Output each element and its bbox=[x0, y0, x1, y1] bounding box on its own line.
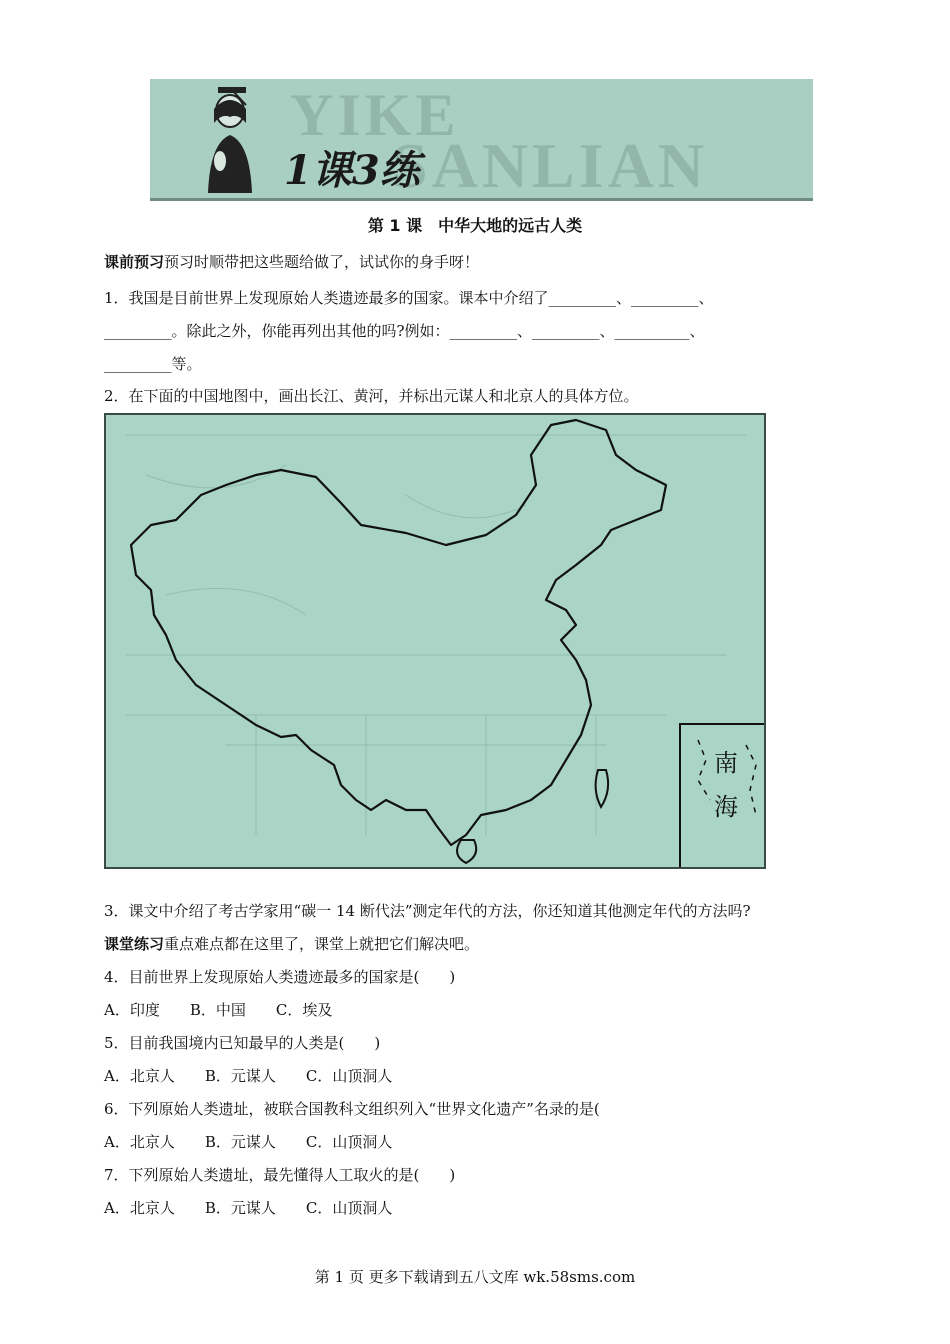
question-4: 4．目前世界上发现原始人类遗迹最多的国家是( ) bbox=[104, 968, 456, 986]
map-inset-label-1: 南 bbox=[714, 749, 738, 777]
question-7-options: A．北京人 B．元谋人 C．山顶洞人 bbox=[104, 1199, 393, 1217]
page-footer: 第 1 页 更多下载请到五八文库 wk.58sms.com bbox=[314, 1268, 636, 1286]
china-outline-map bbox=[104, 413, 766, 869]
practice-intro bbox=[104, 933, 479, 954]
question-2: 2．在下面的中国地图中，画出长江、黄河，并标出元谋人和北京人的具体方位。 bbox=[104, 387, 639, 405]
lesson-title: 第 1 课 中华大地的远古人类 bbox=[367, 216, 583, 235]
question-1-line-3: _________等。 bbox=[104, 355, 202, 373]
map-inset-label-2: 海 bbox=[714, 793, 738, 821]
graduate-figure-icon bbox=[190, 83, 270, 193]
header-banner bbox=[150, 79, 813, 201]
china-map-drawing bbox=[106, 415, 766, 869]
question-3: 3．课文中介绍了考古学家用“碳一 14 断代法”测定年代的方法，你还知道其他测定年代的方法吗? bbox=[104, 902, 751, 920]
preview-intro bbox=[104, 251, 479, 272]
question-1-line-2: _________。除此之外，你能再列出其他的吗?例如：_________、_________、__________、 bbox=[104, 322, 705, 340]
preview-label: 课前预习 bbox=[104, 253, 165, 271]
question-7: 7．下列原始人类遗址，最先懂得人工取火的是( ) bbox=[104, 1166, 456, 1184]
question-1-line-1: 1．我国是目前世界上发现原始人类遗迹最多的国家。课本中介绍了_________、_________、 bbox=[104, 289, 714, 307]
question-5: 5．目前我国境内已知最早的人类是( ) bbox=[104, 1034, 381, 1052]
question-5-options: A．北京人 B．元谋人 C．山顶洞人 bbox=[104, 1067, 393, 1085]
preview-text: 预习时顺带把这些题给做了，试试你的身手呀！ bbox=[164, 253, 480, 271]
practice-label: 课堂练习 bbox=[104, 935, 165, 953]
question-6-options: A．北京人 B．元谋人 C．山顶洞人 bbox=[104, 1133, 393, 1151]
question-4-options: A．印度 B．中国 C．埃及 bbox=[104, 1001, 333, 1019]
question-6: 6．下列原始人类遗址，被联合国教科文组织列入“世界文化遗产”名录的是( bbox=[104, 1100, 600, 1118]
banner-cn-title: 1课3练 bbox=[284, 147, 420, 194]
practice-text: 重点难点都在这里了，课堂上就把它们解决吧。 bbox=[164, 935, 480, 953]
banner-yike: YIKE bbox=[290, 82, 460, 148]
banner-sanlian: SANLIAN bbox=[392, 130, 709, 201]
